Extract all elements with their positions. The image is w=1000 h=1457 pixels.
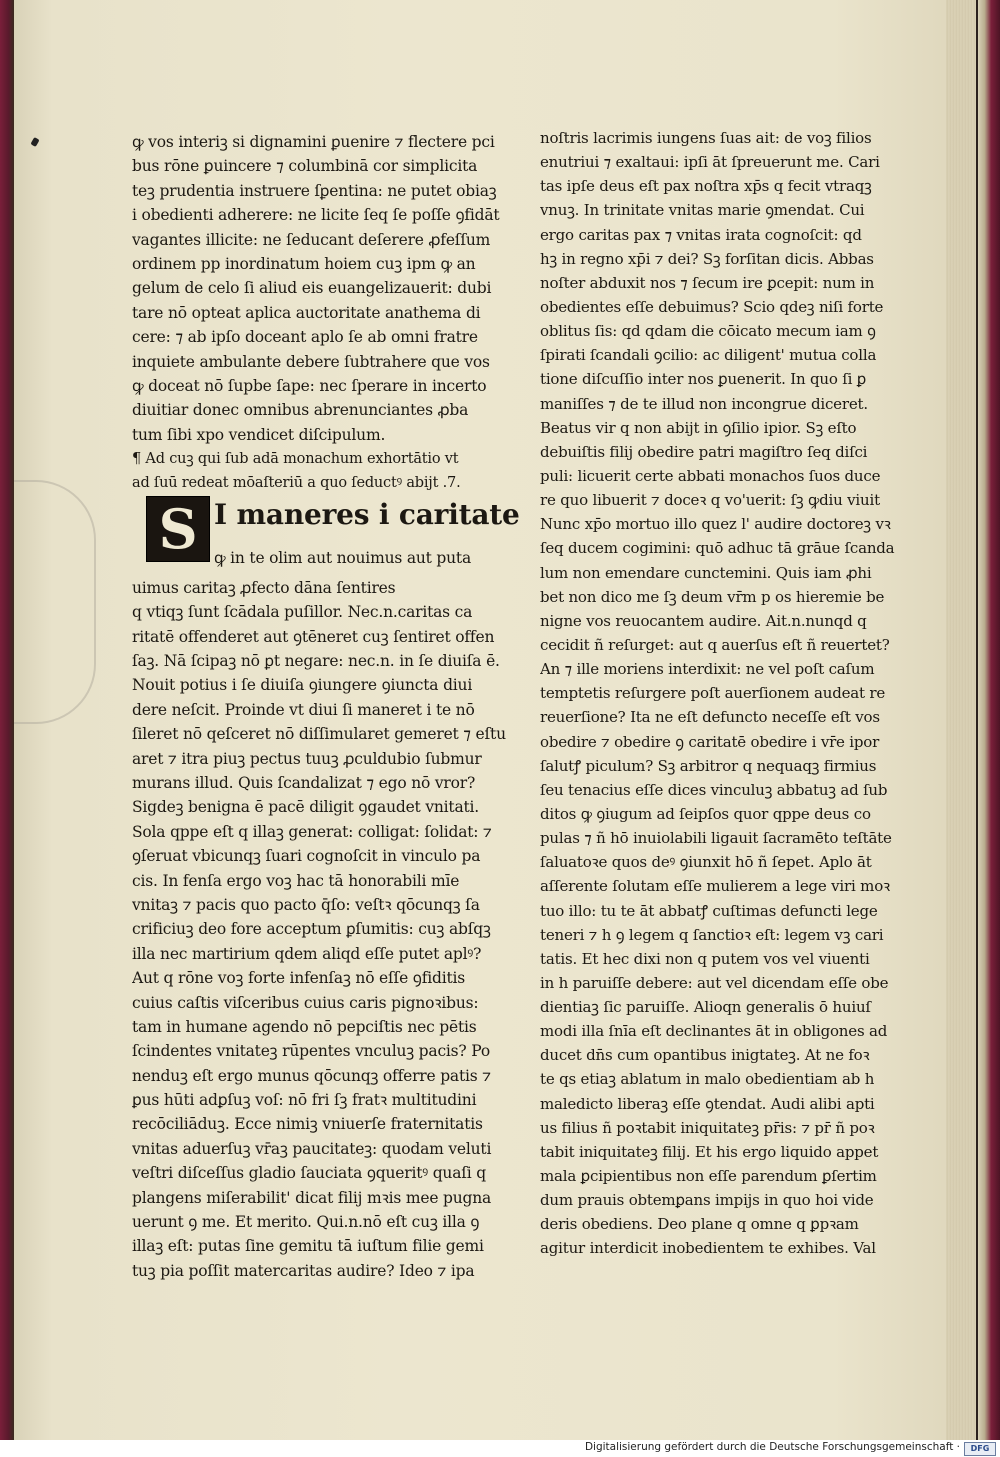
text-line: reuerſione? Ita ne eſt defuncto neceſſe eſt vos bbox=[540, 708, 880, 727]
text-line: tare nō opteat aplica auctoritate anathema di bbox=[132, 303, 481, 322]
text-line: puli: licuerit certe abbati monachos ſuos duce bbox=[540, 466, 881, 485]
text-line: pulas ⁊ ñ hō inuiolabili ligauit ſacramēto teſtāte bbox=[540, 829, 892, 848]
initial-block bbox=[132, 496, 532, 576]
section-heading bbox=[132, 447, 532, 496]
text-line: tatis. Et hec dixi non q putem vos vel viuenti bbox=[540, 949, 870, 968]
text-line: veſtri diſceſſus gladio ſauciata ꝯqueritꝰ quaſi q bbox=[132, 1164, 486, 1183]
page-fore-edge bbox=[946, 0, 976, 1440]
initial-subline: ꝙ in te olim aut nouimus aut puta bbox=[214, 548, 471, 567]
text-line: mala ꝑcipientibus non eſſe parendum ꝑſertim bbox=[540, 1167, 877, 1186]
text-line: ſeu tenacius eſſe dices vinculuꝫ abbatuꝫ ad ſub bbox=[540, 780, 888, 799]
text-line: vnuꝫ. In trinitate vnitas marie ꝯmendat. Cui bbox=[540, 201, 865, 220]
text-line: q vtiqꝫ ſunt ſcādala puſillor. Nec.n.caritas ca bbox=[132, 603, 473, 622]
text-line: plangens miſerabilit' dicat filij mꝛis mee pugna bbox=[132, 1188, 492, 1207]
text-line: ad ſuū redeat mōaſteriū a quo ſeductꝰ abijt .7. bbox=[132, 475, 461, 492]
decorated-initial: S bbox=[146, 496, 210, 562]
text-line: ꝙ vos interiꝫ si dignamini ꝑuenire ⁊ flectere pci bbox=[132, 133, 495, 151]
text-line: obedientes eſſe debuimus? Scio qdeꝫ niſi forte bbox=[540, 297, 884, 316]
book-cover-edge-right bbox=[978, 0, 1000, 1440]
text-line: tuo illo: tu te āt abbatꝭ cuſtimas defuncti lege bbox=[540, 901, 878, 920]
book-cover-edge-left bbox=[0, 0, 14, 1440]
text-line: agitur interdicit inobedientem te exhibes. Val bbox=[540, 1239, 876, 1258]
text-line: gelum de celo ſi aliud eis euangelizauerit: dubi bbox=[132, 279, 492, 298]
text-line: maledicto liberaꝫ eſſe ꝯtendat. Audi alibi apti bbox=[540, 1094, 875, 1113]
text-line: dere neſcit. Proinde vt diui ſi maneret i te nō bbox=[132, 700, 475, 719]
text-line: teꝫ prudentia instruere ſꝑentina: ne putet obiaꝫ bbox=[132, 181, 497, 200]
text-line: ergo caritas pax ⁊ vnitas irata cognoſcit: qd bbox=[540, 225, 862, 244]
text-line: crificiuꝫ deo fore acceptum ꝑſumitis: cuꝫ abſqꝫ bbox=[132, 920, 491, 939]
text-line: noſtris lacrimis iungens ſuas ait: de voꝫ filios bbox=[540, 129, 872, 147]
text-line: re quo libuerit ⁊ doceꝛ q vo'uerit: ſꝫ ꝙdiu viuit bbox=[540, 491, 880, 510]
text-line: tione diſcuſſio inter nos ꝑuenerit. In quo ſi ꝑ bbox=[540, 370, 867, 389]
text-line: ſileret nō qeſceret nō diſſimularet gemeret ⁊ eſtu bbox=[132, 725, 506, 744]
text-line: Beatus vir q non abijt in ꝯſilio ipior. Sꝫ eſto bbox=[540, 418, 857, 437]
text-line: ꝙ doceat nō ſupbe ſape: nec ſperare in incerto bbox=[132, 376, 487, 395]
text-line: recōciliāduꝫ. Ecce nimiꝫ vniuerſe fraternitatis bbox=[132, 1115, 483, 1134]
text-line: inquiete ambulante debere ſubtrahere que vos bbox=[132, 352, 490, 371]
text-line: ¶ Ad cuꝫ qui ſub adā monachum exhortātio vt bbox=[132, 451, 459, 468]
text-line: dientiaꝫ ſic paruiſſe. Alioqn generalis ō huiuſ bbox=[540, 998, 871, 1017]
text-line: tuꝫ pia poſſit matercaritas audire? Ideo ⁊ ipa bbox=[132, 1261, 475, 1280]
text-line: maniſſes ⁊ de te illud non incongrue diceret. bbox=[540, 394, 868, 413]
text-line: dum prauis obtemꝑans impijs in quo hoi vide bbox=[540, 1191, 874, 1210]
text-line: Sola qppe eſt q illaꝫ generat: colligat: ſolidat: ⁊ bbox=[132, 822, 492, 841]
text-line: bet non dico me ſꝫ deum vr̄m p os hieremie be bbox=[540, 587, 885, 606]
left-column bbox=[132, 130, 532, 1283]
text-line: us filius ñ poꝛtabit iniquitateꝫ pr̄is: ⁊ pr̄ ñ poꝛ bbox=[540, 1118, 875, 1137]
text-line: vagantes illicite: ne ſeducant deſerere ꝓfeſſum bbox=[132, 230, 491, 249]
text-line: ſaꝫ. Nā ſcipaꝫ nō ꝑt negare: nec.n. in ſe diuiſa ē. bbox=[132, 652, 500, 671]
text-line: ſaluatoꝛe quos deꝰ ꝯiunxit hō ñ ſepet. Aplo āt bbox=[540, 853, 872, 872]
text-line: temptetis reſurgere poſt auerſionem audeat re bbox=[540, 684, 886, 703]
text-line: aſſerente ſolutam eſſe mulierem a lege viri moꝛ bbox=[540, 877, 890, 896]
text-line: Nunc xp̄o mortuo illo quez l' audire doctoreꝫ vꝛ bbox=[540, 515, 891, 534]
text-line: tas ipſe deus eſt pax noſtra xp̄s q fecit vtraqꝫ bbox=[540, 177, 872, 196]
text-line: cuius caſtis viſceribus cuius caris pignoꝛibus: bbox=[132, 993, 479, 1012]
text-line: illa nec martirium qdem aliqd eſſe putet aplꝰ? bbox=[132, 944, 482, 963]
text-line: vnitaꝫ ⁊ pacis quo pacto q̄ſo: veſtꝛ qōcunqꝫ ſa bbox=[132, 895, 480, 914]
text-line: ſcindentes vnitateꝫ rūpentes vnculuꝫ pacis? Po bbox=[132, 1042, 491, 1061]
text-line: ritatē offenderet aut ꝯtēneret cuꝫ ſentiret offen bbox=[132, 627, 495, 646]
footer-bar bbox=[0, 1440, 1000, 1457]
text-line: in h paruiſſe debere: aut vel dicendam eſſe obe bbox=[540, 973, 889, 992]
text-line: ꝯſeruat vbicunqꝫ ſuari cognoſcit in vinculo pa bbox=[132, 847, 481, 866]
dfg-logo: DFG bbox=[964, 1442, 996, 1456]
text-line: uerunt ꝯ me. Et merito. Qui.n.nō eſt cuꝫ illa ꝯ bbox=[132, 1213, 480, 1232]
text-line: An ⁊ ille moriens interdixit: ne vel poſt caſum bbox=[540, 660, 875, 679]
text-line: Sigdeꝫ benigna ē pacē diligit ꝯgaudet vnitati. bbox=[132, 798, 479, 817]
text-line: ordinem pp inordinatum hoiem cuꝫ ipm ꝙ an bbox=[132, 254, 476, 273]
text-line: ditos ꝙ ꝯiugum ad ſeipſos quor qppe deus co bbox=[540, 804, 871, 823]
left-column-top-text bbox=[132, 130, 532, 447]
footer-credit: Digitalisierung gefördert durch die Deutsche Forschungsgemeinschaft · bbox=[584, 1441, 960, 1453]
text-line: murans illud. Quis ſcandalizat ⁊ ego nō vror? bbox=[132, 773, 476, 792]
text-line: tam in humane agendo nō pepciſtis nec pētis bbox=[132, 1017, 477, 1036]
text-line: nigne vos reuocantem audire. Ait.n.nunqd q bbox=[540, 611, 867, 630]
text-line: illaꝫ eſt: putas ſine gemitu tā iuſtum filie gemi bbox=[132, 1237, 484, 1256]
ring-shadow bbox=[14, 480, 96, 724]
text-line: modi illa ſnīa eſt declinantes āt in obligones ad bbox=[540, 1022, 888, 1041]
text-line: cis. In fenſa ergo voꝫ hac tā honorabili mīe bbox=[132, 871, 460, 890]
text-line: ꝑus hūti adꝑſuꝫ voſ: nō fri ſꝫ fratꝛ multitudini bbox=[132, 1091, 477, 1110]
text-line: Aut q rōne voꝫ forte infenſaꝫ nō eſſe ꝯfiditis bbox=[132, 969, 466, 988]
text-line: oblitus ſis: qd qdam die cōicato mecum iam ꝯ bbox=[540, 322, 876, 341]
text-line: debuiſtis filij obedire patri magiſtro ſeq diſci bbox=[540, 442, 868, 461]
text-line: i obedienti adherere: ne licite ſeq ſe poſſe ꝯfidāt bbox=[132, 206, 500, 225]
text-line: teneri ⁊ h ꝯ legem q ſanctioꝛ eſt: legem vꝫ cari bbox=[540, 925, 884, 944]
text-line: deris obediens. Deo plane q omne q ꝑpꝛam bbox=[540, 1215, 859, 1234]
right-column-body-text bbox=[540, 126, 925, 1261]
left-column-body-text bbox=[132, 576, 532, 1283]
text-line: aret ⁊ itra piuꝫ pectus tuuꝫ ꝓculdubio ſubmur bbox=[132, 749, 482, 768]
text-line: te qs etiaꝫ ablatum in malo obedientiam ab h bbox=[540, 1070, 875, 1089]
text-line: tum ſibi xpo vendicet diſcipulum. bbox=[132, 425, 386, 444]
text-line: ſpirati ſcandali ꝯcilio: ac diligent' mutua colla bbox=[540, 346, 877, 365]
text-line: cere: ⁊ ab ipſo doceant aplo ſe ab omni fratre bbox=[132, 328, 478, 347]
text-line: ducet dn̄s cum opantibus inigtateꝫ. At ne foꝛ bbox=[540, 1046, 870, 1065]
text-line: uimus caritaꝫ ꝓfecto dāna ſentires bbox=[132, 578, 396, 597]
text-line: tabit iniquitateꝫ filij. Et his ergo liquido appet bbox=[540, 1142, 879, 1161]
text-line: enutriui ⁊ exaltaui: ipſi āt ſpreuerunt me. Cari bbox=[540, 153, 880, 172]
right-column bbox=[540, 126, 925, 1261]
text-line: nenduꝫ eſt ergo munus qōcunqꝫ offerre patis ⁊ bbox=[132, 1066, 491, 1085]
initial-line: I maneres i caritate bbox=[214, 497, 520, 531]
text-line: cecidit ñ reſurget: aut q auerſus eſt ñ reuertet? bbox=[540, 635, 890, 654]
text-line: vnitas aduerſuꝫ vr̄aꝫ paucitateꝫ: quodam veluti bbox=[132, 1139, 492, 1158]
text-line: bus rōne ꝑuincere ⁊ columbinā cor simplicita bbox=[132, 157, 478, 176]
text-line: Nouit potius i ſe diuiſa ꝯiungere ꝯiuncta diui bbox=[132, 676, 473, 695]
text-line: noſter abduxit nos ⁊ ſecum ire ꝑcepit: num in bbox=[540, 273, 875, 292]
text-line: hꝫ in regno xp̄i ⁊ dei? Sꝫ forſitan dicis. Abbas bbox=[540, 249, 874, 268]
text-line: lum non emendare cunctemini. Quis iam ꝓhi bbox=[540, 563, 872, 582]
text-line: obedire ⁊ obedire ꝯ caritatē obedire i vr̄e ipor bbox=[540, 732, 880, 751]
text-line: diuitiar donec omnibus abrenunciantes ꝓba bbox=[132, 401, 469, 420]
text-line: ſeq ducem cogimini: quō adhuc tā grāue ſcanda bbox=[540, 539, 895, 558]
text-line: ſalutꝭ piculum? Sꝫ arbitror q nequaqꝫ firmius bbox=[540, 756, 877, 775]
